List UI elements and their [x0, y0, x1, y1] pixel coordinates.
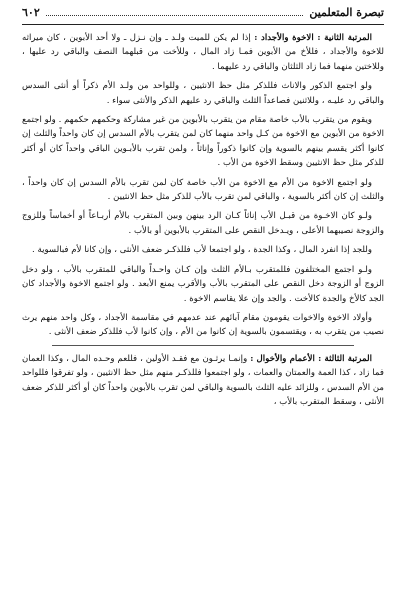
paragraph: ولو اجتمع الذكور والاناث فللذكر مثل حظ الانثيين ، وللواحد من ولـد الأم ذكراً أو أنثى السدس والباقي رد عليـه ، وللاثنين فصاعداً الثلث والباقي رد عليهم الذكر والأنثى سواء . — [22, 81, 384, 106]
paragraph — [22, 352, 384, 410]
section-heading: المرتبة الثالثة : الأعمام والأخوال : — [250, 353, 373, 364]
page-number: ٦٠٢ — [22, 6, 40, 19]
paragraph: وللجد إذا انفرد المال ، وكذا الجدة ، ولو اجتمعا لأب فللذكـر ضعف الأنثى ، وإن كانا لأم فبالسوية . — [32, 245, 372, 256]
header-dot-leader — [46, 15, 304, 16]
paragraph-text: إذا لم يكن للميت ولـد ـ وإن نـزل ـ ولا أحد الأبوين ، كان ميراثه للاخوة والأجداد ، فللأخ من الأبوين فمـا زاد المال ، وللأخت من قبلهما النصف والباقي رد عليها ، وللاختين منهما فما زاد الثلثان والباقي رد عليهما . — [22, 33, 384, 72]
running-header — [22, 6, 384, 22]
paragraph-text: وإنمـا يرثـون مع فقـد الأولين ، فللعم وحـده المال ، وكذا العمان فما زاد ، كذا العمة والعمتان والعمات ، ولو اجتمعوا فللذكـر منهم مثل حظ الانثيين ، ولو تفرقوا فللواحد من الأم السدس ، وللزائد عليه الثلث بالسوية والباقي لمن تقرب بالأبوين واحداً كان أو أكثر للذكر ضعف الأنثى ، وسقط المتقرب بالأب ، — [22, 353, 384, 407]
paragraph: ولـو كان الاخـوة من قبـل الأب إناثاً كـان الرد بينهن وبين المتقرب بالأم أربـاعاً أو أخماساً وللزوج والزوجة نصيبهما الأعلى ، ويـدخل النقص على المتقرب بالأبوين أو بالأب . — [22, 211, 384, 236]
paragraph: ويقوم من يتقرب بالأب خاصة مقام من يتقرب بالأبوين من غير مشاركة وحكمهم حكمهم . ولو اجتمع الاخوة من الأبوين مع الاخوة من كـل واحد منهما كان لمن يتقرب بالأم السدس إن كان واحداً والثلث إن كانوا أكثر يقسم بينهم بالسوية وإن كانوا ذكوراً وإناثاً ، ولمن تقرب بالأبـوين الباقي واحداً كان أو أكثر للذكر مثل حظ الانثيين وسقط الاخوة من الأب . — [22, 115, 384, 169]
paragraph — [22, 31, 384, 74]
section-heading: المرتبة الثانية : الاخوة والأجداد : — [254, 33, 372, 43]
paragraph: ولو اجتمع الاخوة من الأم مع الاخوة من الأب خاصة كان لمن تقرب بالأم السدس إن كان واحداً ، والثلث إن كان أكثر بالسوية ، والباقي لمن تقرب بالأب للذكر مثل حظ الانثيين . — [22, 177, 384, 203]
header-rule — [22, 24, 384, 25]
paragraph: ولـو اجتمع المختلفون فللمتقرب بـالأم الثلث وإن كـان واحـداً والباقي للمتقرب بالأب ، ولو دخل الزوج أو الزوجة دخل النقص على المتقرب بالأب والأقرب يمنع الأبعد . ولو اجتمع الاخوة والأجداد كان الجد كالأخ والجدة كالأخت . والجد وإن علا يقاسم الاخوة . — [22, 264, 384, 304]
page-body — [22, 31, 384, 409]
book-title: تبصرة المتعلمين — [309, 6, 384, 19]
paragraph: وأولاد الاخوة والاخوات يقومون مقام آبائهم عند عدمهم في مقاسمة الأجداد ، وكل واحد منهم يرث نصيب من يتقرب به ، ويقتسمون بالسوية إن كانوا من الأم ، وإن كانوا لأب فللذكر ضعف الأنثى . — [22, 312, 384, 338]
section-divider — [52, 345, 354, 346]
